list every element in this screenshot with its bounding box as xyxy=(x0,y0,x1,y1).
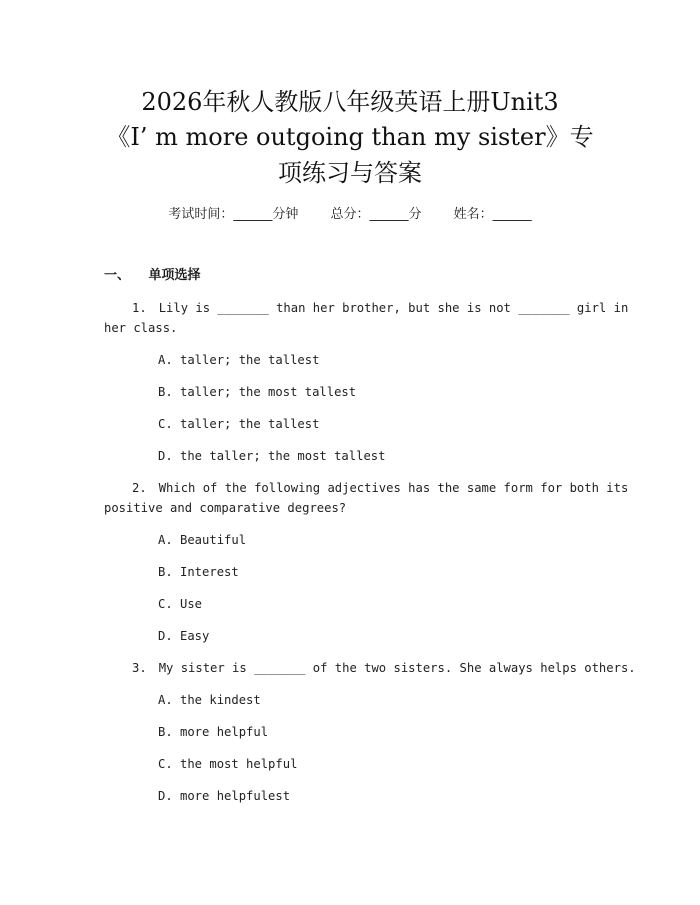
document-title-line-3: 项练习与答案 xyxy=(278,159,422,187)
question-2-option-d: D. Easy xyxy=(158,629,210,643)
question-3-text: My sister is _______ of the two sisters. She always helps others. xyxy=(158,661,636,675)
document-title-line-1: 2026年秋人教版八年级英语上册Unit3 xyxy=(141,88,559,116)
question-2-number: 2. xyxy=(132,481,147,495)
question-1 xyxy=(104,298,629,338)
section-number: 一、 xyxy=(104,268,131,283)
question-1-line-2: her class. xyxy=(104,321,178,335)
question-2 xyxy=(104,478,629,518)
question-3 xyxy=(104,658,636,678)
question-1-text: Lily is _______ than her brother, but she is not _______ girl in xyxy=(158,301,629,315)
question-1-option-a: A. taller; the tallest xyxy=(158,353,320,367)
question-2-line-1 xyxy=(104,478,629,498)
question-3-option-a: A. the kindest xyxy=(158,693,261,707)
question-1-line-1 xyxy=(104,298,629,318)
exam-total-score: 总分：______分 xyxy=(330,207,422,222)
question-3-line-1 xyxy=(104,658,636,678)
question-2-line-2: positive and comparative degrees? xyxy=(104,501,347,515)
question-1-option-d: D. the taller; the most tallest xyxy=(158,449,386,463)
section-title: 单项选择 xyxy=(148,268,201,283)
question-3-option-d: D. more helpfulest xyxy=(158,789,291,803)
section-heading xyxy=(104,266,201,286)
question-3-option-b: B. more helpful xyxy=(158,725,269,739)
question-2-text: Which of the following adjectives has the same form for both its xyxy=(158,481,629,495)
question-2-option-c: C. Use xyxy=(158,597,203,611)
question-1-number: 1. xyxy=(132,301,147,315)
question-2-option-b: B. Interest xyxy=(158,565,239,579)
question-3-number: 3. xyxy=(132,661,147,675)
question-1-option-c: C. taller; the tallest xyxy=(158,417,320,431)
question-3-option-c: C. the most helpful xyxy=(158,757,298,771)
exam-time: 考试时间：______分钟 xyxy=(168,207,299,222)
question-2-option-a: A. Beautiful xyxy=(158,533,247,547)
document-title-line-2: 《I’ m more outgoing than my sister》专 xyxy=(106,123,594,151)
exam-student-name: 姓名：______ xyxy=(453,207,532,222)
exam-info xyxy=(0,205,700,225)
question-1-option-b: B. taller; the most tallest xyxy=(158,385,357,399)
